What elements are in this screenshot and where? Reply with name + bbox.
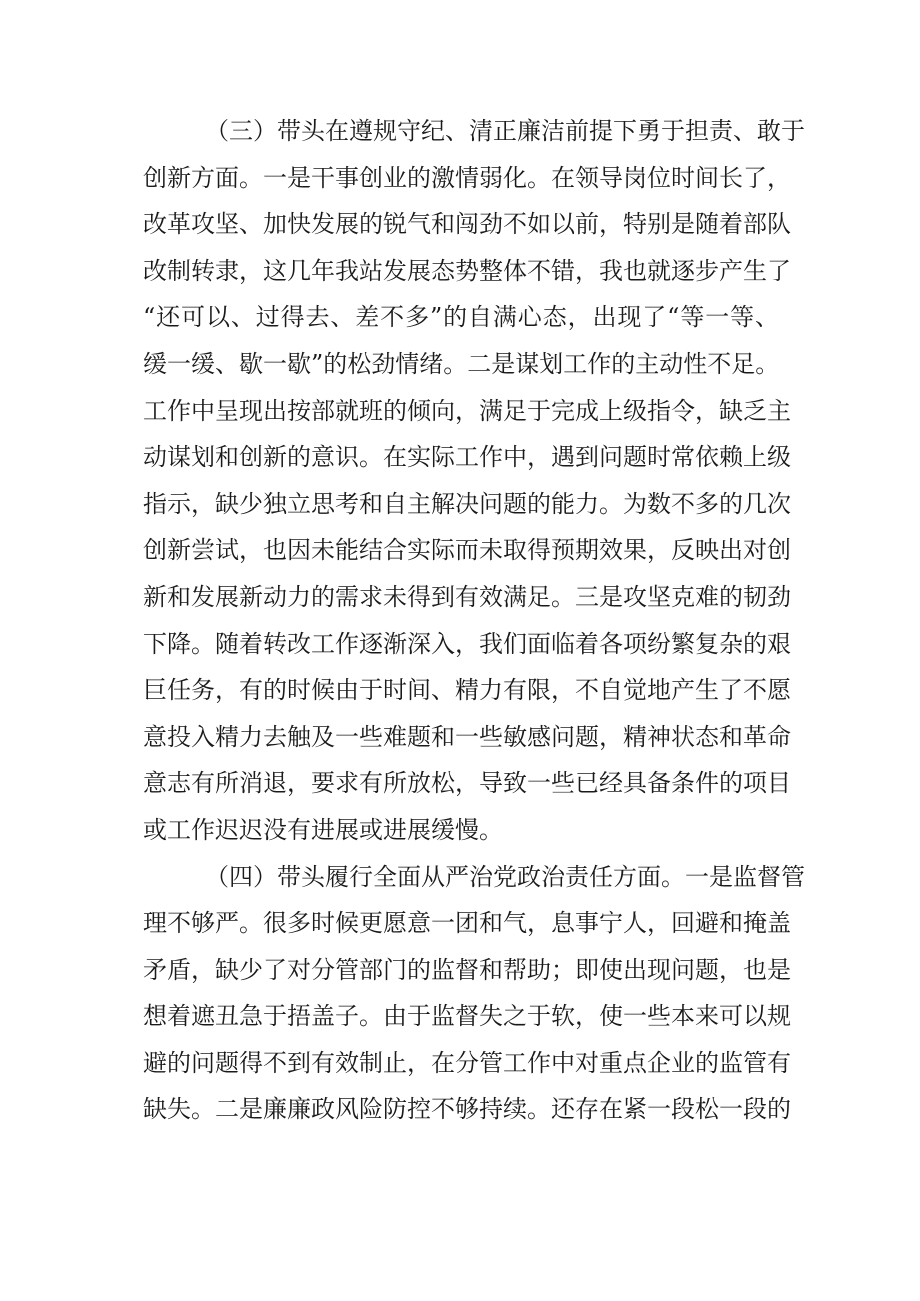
text-line: 新和发展新动力的需求未得到有效满足。三是攻坚克难的韧劲 <box>143 582 791 611</box>
text-line: 避的问题得不到有效制止，在分管工作中对重点企业的监管有 <box>143 1048 791 1077</box>
text-line: 意投入精力去触及一些难题和一些敏感问题，精神状态和革命 <box>143 722 791 751</box>
text-line: 或工作迟迟没有进展或进展缓慢。 <box>143 815 503 844</box>
text-line: （三）带头在遵规守纪、清正廉洁前提下勇于担责、敢于 <box>205 117 805 145</box>
text-line: 缓一缓、歇一歇”的松劲情绪。二是谋划工作的主动性不足。 <box>143 349 780 378</box>
text-line: 改制转隶，这几年我站发展态势整体不错，我也就逐步产生了 <box>143 256 791 285</box>
text-line: 缺失。二是廉廉政风险防控不够持续。还存在紧一段松一段的 <box>143 1095 791 1124</box>
text-line: 创新方面。一是干事创业的激情弱化。在领导岗位时间长了， <box>143 163 791 192</box>
text-line: 改革攻坚、加快发展的锐气和闯劲不如以前，特别是随着部队 <box>143 210 791 239</box>
text-line: “还可以、过得去、差不多”的自满心态，出现了“等一等、 <box>143 303 779 332</box>
text-line: 下降。随着转改工作逐渐深入，我们面临着各项纷繁复杂的艰 <box>143 629 791 658</box>
text-line: 动谋划和创新的意识。在实际工作中，遇到问题时常依赖上级 <box>143 443 791 472</box>
text-line: 想着遮丑急于捂盖子。由于监督失之于软，使一些本来可以规 <box>143 1002 791 1031</box>
text-line: 巨任务，有的时候由于时间、精力有限，不自觉地产生了不愿 <box>143 676 791 705</box>
paragraph-3 <box>143 108 805 854</box>
paragraph-4 <box>143 854 805 1134</box>
text-line: 理不够严。很多时候更愿意一团和气，息事宁人，回避和掩盖 <box>143 909 791 938</box>
text-line: （四）带头履行全面从严治党政治责任方面。一是监督管 <box>205 862 805 891</box>
text-line: 意志有所消退，要求有所放松，导致一些已经具备条件的项目 <box>143 769 791 798</box>
text-line: 指示，缺少独立思考和自主解决问题的能力。为数不多的几次 <box>143 489 791 518</box>
text-line: 创新尝试，也因未能结合实际而未取得预期效果，反映出对创 <box>143 536 791 565</box>
body-text <box>143 108 805 1133</box>
text-line: 工作中呈现出按部就班的倾向，满足于完成上级指令，缺乏主 <box>143 396 791 425</box>
text-line: 矛盾，缺少了对分管部门的监督和帮助；即使出现问题，也是 <box>143 955 791 984</box>
